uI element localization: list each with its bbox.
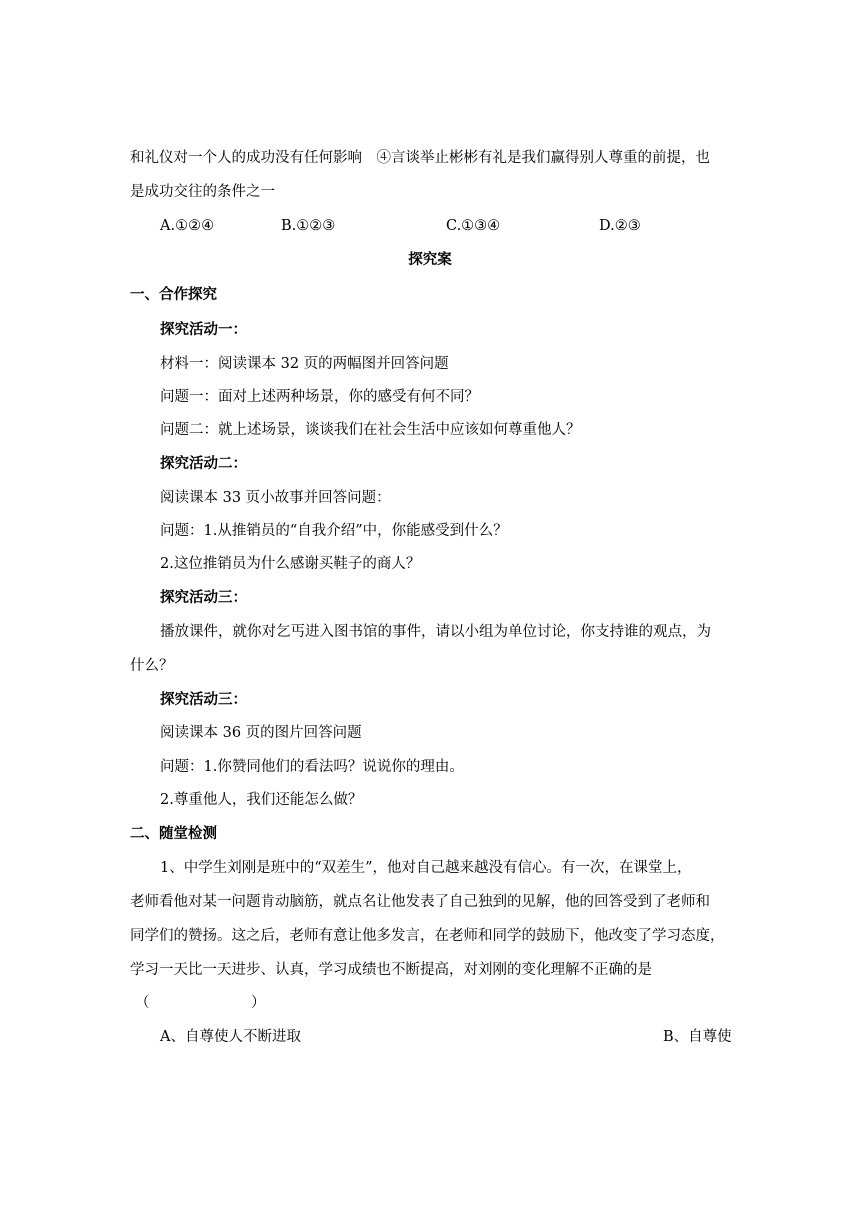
part1-heading: 一、合作探究 — [130, 287, 217, 303]
part2-heading: 二、随堂检测 — [130, 826, 217, 842]
activity2-intro: 阅读课本 33 页小故事并回答问题： — [160, 490, 391, 506]
option-d: D.②③ — [599, 218, 641, 234]
activity1-material: 材料一：阅读课本 32 页的两幅图并回答问题 — [160, 356, 449, 372]
activity2-question1: 问题：1.从推销员的“自我介绍”中，你能感受到什么？ — [160, 523, 508, 539]
text-line: 和礼仪对一个人的成功没有任何影响 ④言谈举止彬彬有礼是我们赢得别人尊重的前提，也 — [130, 150, 710, 166]
activity1-question2: 问题二：就上述场景，谈谈我们在社会生活中应该如何尊重他人？ — [160, 422, 581, 438]
activity4-question2: 2.尊重他人，我们还能怎么做？ — [160, 792, 363, 808]
activity4-question1: 问题：1.你赞同他们的看法吗？说说你的理由。 — [160, 759, 464, 775]
activity1-heading: 探究活动一： — [160, 322, 247, 338]
activity4-intro: 阅读课本 36 页的图片回答问题 — [160, 725, 362, 741]
activity2-heading: 探究活动二： — [160, 456, 247, 472]
question1-line: 1、中学生刘刚是班中的“双差生”，他对自己越来越没有信心。有一次，在课堂上， — [160, 860, 692, 876]
question1-option-a: A、自尊使人不断进取 — [160, 1029, 301, 1045]
activity2-question2: 2.这位推销员为什么感谢买鞋子的商人？ — [160, 556, 421, 572]
option-a: A.①②④ — [160, 218, 215, 234]
text-line: 是成功交往的条件之一 — [130, 184, 275, 200]
question1-line: 学习一天比一天进步、认真，学习成绩也不断提高，对刘刚的变化理解不正确的是 — [130, 962, 652, 978]
question1-line: 同学们的赞扬。这之后，老师有意让他多发言，在老师和同学的鼓励下，他改变了学习态度， — [130, 928, 725, 944]
question1-line: 老师看他对某一问题肯动脑筋，就点名让他发表了自己独到的见解，他的回答受到了老师和 — [130, 894, 710, 910]
option-b: B.①②③ — [281, 218, 336, 234]
activity3-line2: 什么？ — [130, 658, 174, 674]
activity3-heading: 探究活动三： — [160, 590, 247, 606]
activity3-line1: 播放课件，就你对乞丐进入图书馆的事件，请以小组为单位讨论，你支持谁的观点，为 — [160, 624, 711, 640]
section-title: 探究案 — [408, 252, 452, 268]
activity1-question1: 问题一：面对上述两种场景，你的感受有何不同？ — [160, 389, 479, 405]
question1-option-b: B、自尊使 — [663, 1029, 732, 1045]
option-c: C.①③④ — [446, 218, 501, 234]
answer-blank: （ ） — [135, 995, 266, 1011]
activity4-heading: 探究活动三： — [160, 692, 247, 708]
